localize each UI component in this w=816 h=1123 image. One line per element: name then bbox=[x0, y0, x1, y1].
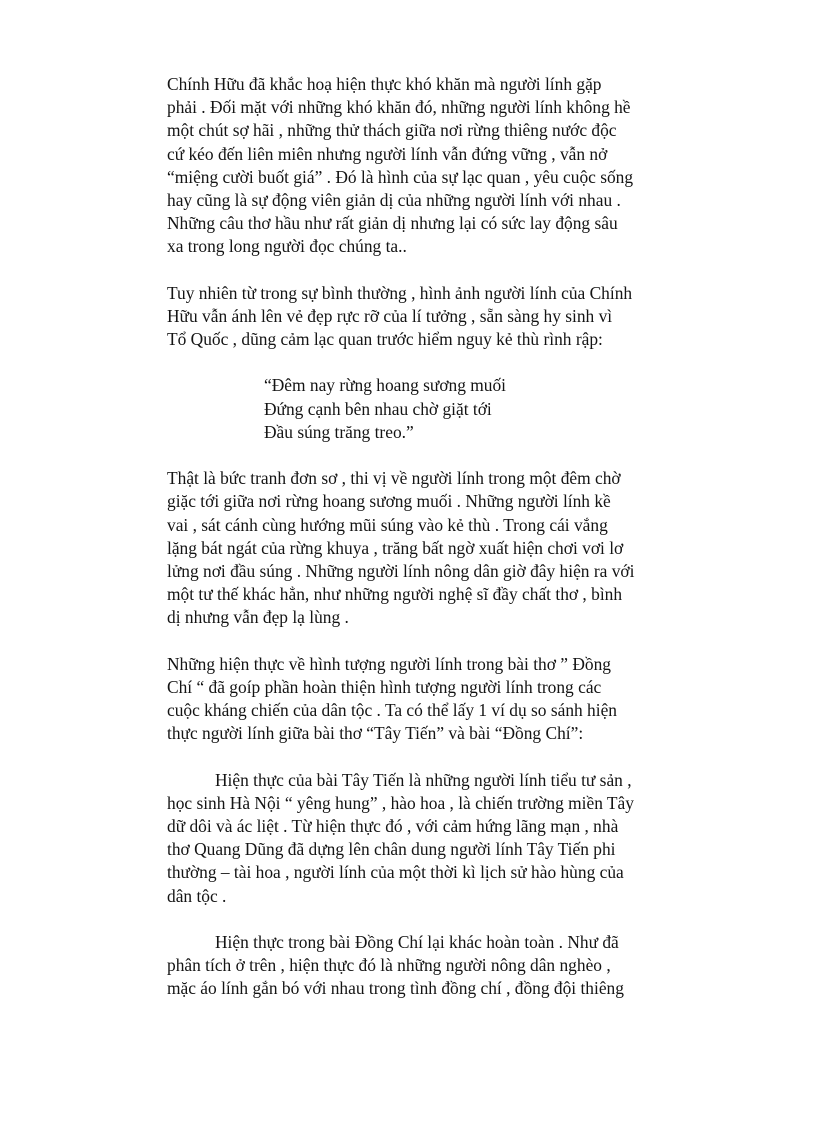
text-line: Hiện thực trong bài Đồng Chí lại khác hoàn toàn . Như đã bbox=[215, 931, 619, 952]
text-line: dữ dôi và ác liệt . Từ hiện thực đó , với cảm hứng lãng mạn , nhà bbox=[167, 816, 619, 836]
text-line: lặng bát ngát của rừng khuya , trăng bất ngờ xuất hiện chơi vơi lơ bbox=[167, 537, 624, 558]
poem-line: Đứng cạnh bên nhau chờ giặt tới bbox=[264, 398, 492, 419]
text-line: Tuy nhiên từ trong sự bình thường , hình ảnh người lính của Chính bbox=[167, 282, 633, 303]
paragraph-spacer bbox=[167, 444, 687, 467]
text-line: mặc áo lính gắn bó với nhau trong tình đồng chí , đồng đội thiêng bbox=[167, 978, 624, 999]
text-line: Hữu vẫn ánh lên vẻ đẹp rực rỡ của lí tưởng , sẵn sàng hy sinh vì bbox=[167, 305, 613, 326]
text-line: Hiện thực của bài Tây Tiến là những người lính tiểu tư sản , bbox=[215, 769, 632, 790]
paragraph-spacer bbox=[167, 908, 687, 931]
text-line: dị nhưng vẫn đẹp lạ lùng . bbox=[167, 607, 349, 628]
paragraph-spacer bbox=[167, 351, 687, 374]
text-line: phân tích ở trên , hiện thực đó là những người nông dân nghèo , bbox=[167, 955, 611, 976]
paragraph-7 bbox=[167, 931, 687, 1001]
poem-quote bbox=[167, 374, 687, 444]
poem-line: “Đêm nay rừng hoang sương muối bbox=[264, 375, 507, 396]
text-line: học sinh Hà Nội “ yêng hung” , hào hoa , là chiến trường miền Tây bbox=[167, 792, 634, 813]
text-line: hay cũng là sự động viên giản dị của những người lính với nhau . bbox=[167, 189, 621, 210]
paragraph-spacer bbox=[167, 630, 687, 653]
text-line: thường – tài hoa , người lính của một thời kì lịch sử hào hùng của bbox=[167, 862, 624, 883]
paragraph-1 bbox=[167, 73, 687, 259]
text-line: Chí “ đã goíp phần hoàn thiện hình tượng người lính trong các bbox=[167, 676, 602, 697]
text-line: xa trong long người đọc chúng ta.. bbox=[167, 236, 407, 257]
text-line: lửng nơi đầu súng . Những người lính nông dân giờ đây hiện ra với bbox=[167, 560, 635, 581]
text-line: Chính Hữu đã khắc hoạ hiện thực khó khăn mà người lính gặp bbox=[167, 74, 602, 94]
text-line: phải . Đối mặt với những khó khăn đó, những người lính không hề bbox=[167, 97, 631, 118]
text-line: vai , sát cánh cùng hướng mũi súng vào kẻ thù . Trong cái vắng bbox=[167, 514, 608, 535]
paragraph-spacer bbox=[167, 745, 687, 768]
text-line: Tổ Quốc , dũng cảm lạc quan trước hiểm nguy kẻ thù rình rập: bbox=[167, 329, 603, 350]
document-body bbox=[167, 73, 687, 1001]
text-line: dân tộc . bbox=[167, 885, 227, 906]
paragraph-6 bbox=[167, 769, 687, 908]
text-line: giặc tới giữa nơi rừng hoang sương muối . Những người lính kề bbox=[167, 491, 611, 512]
paragraph-spacer bbox=[167, 259, 687, 282]
text-line: thực người lính giữa bài thơ “Tây Tiến” và bài “Đồng Chí”: bbox=[167, 723, 584, 744]
text-line: cuộc kháng chiến của dân tộc . Ta có thể lấy 1 ví dụ so sánh hiện bbox=[167, 700, 617, 721]
poem-line: Đầu súng trăng treo.” bbox=[264, 421, 414, 442]
text-line: một tư thế khác hẳn, như những người nghệ sĩ đầy chất thơ , bình bbox=[167, 584, 623, 605]
text-line: Những hiện thực về hình tượng người lính trong bài thơ ” Đồng bbox=[167, 653, 611, 674]
text-line: Thật là bức tranh đơn sơ , thi vị về người lính trong một đêm chờ bbox=[167, 468, 621, 489]
text-line: “miệng cười buốt giá” . Đó là hình của sự lạc quan , yêu cuộc sống bbox=[167, 166, 634, 187]
text-line: một chút sợ hãi , những thử thách giữa nơi rừng thiêng nước độc bbox=[167, 120, 617, 141]
text-line: Những câu thơ hầu như rất giản dị nhưng lại có sức lay động sâu bbox=[167, 213, 618, 234]
paragraph-4 bbox=[167, 467, 687, 629]
text-line: cứ kéo đến liên miên nhưng người lính vẫn đứng vững , vẫn nở bbox=[167, 143, 608, 164]
paragraph-5 bbox=[167, 653, 687, 746]
text-line: thơ Quang Dũng đã dựng lên chân dung người lính Tây Tiến phi bbox=[167, 839, 616, 860]
paragraph-2 bbox=[167, 282, 687, 352]
